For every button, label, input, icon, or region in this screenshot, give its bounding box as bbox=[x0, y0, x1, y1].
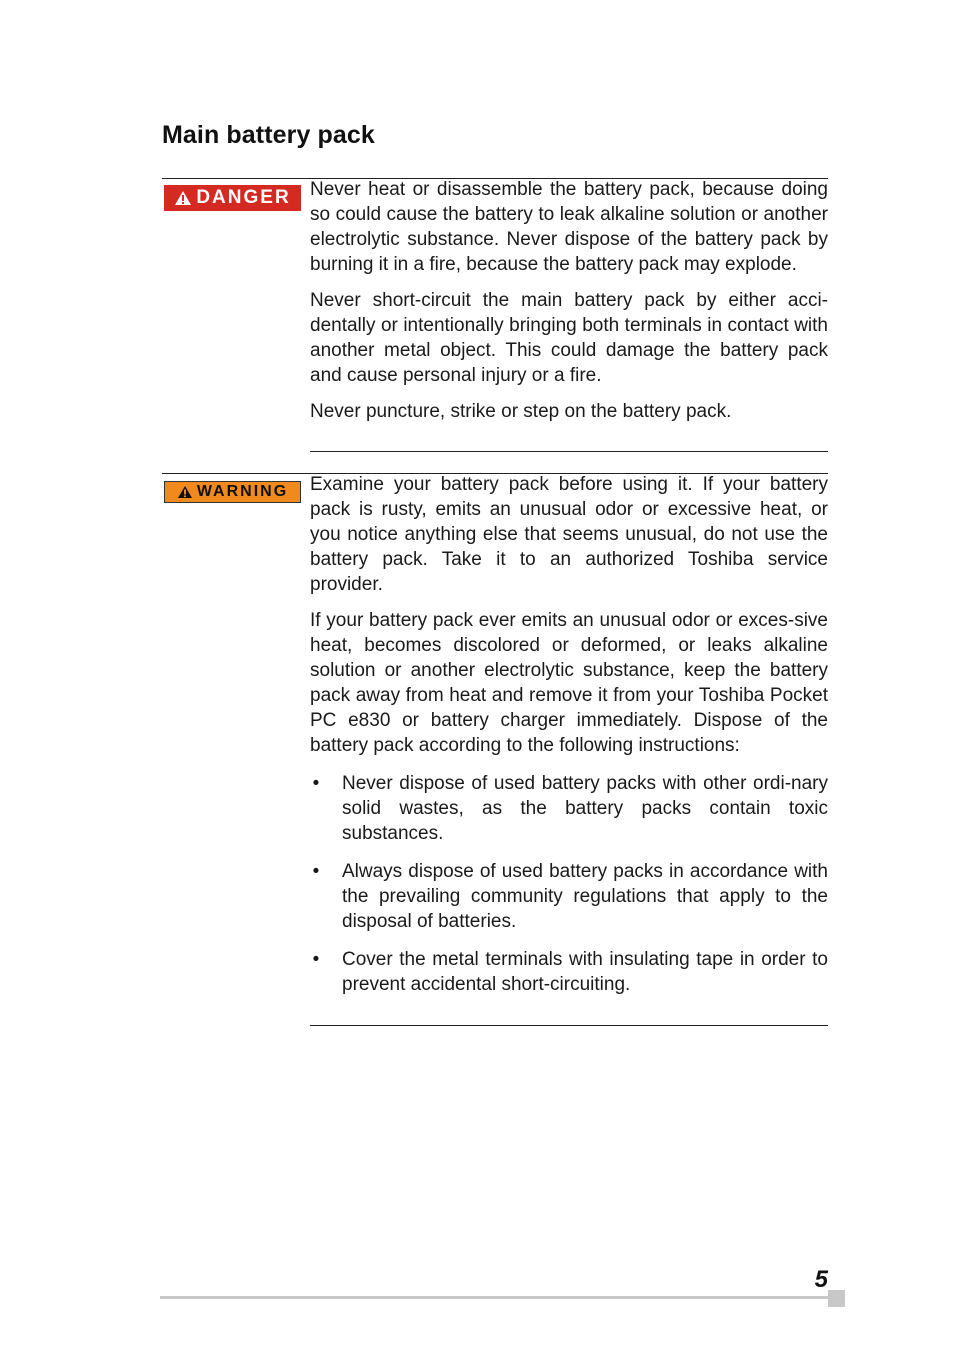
warning-text-block bbox=[310, 472, 828, 997]
list-item-text: Cover the metal terminals with insulating tape in order to prevent accidental short-circuiting. bbox=[342, 949, 828, 995]
danger-paragraph: Never short-circuit the main battery pack by either acci-dentally or intentionally bringing both terminals in contact with another metal object. This could damage the battery pack and cause personal injury or a fire. bbox=[310, 290, 828, 386]
danger-bottom-rule bbox=[310, 451, 828, 452]
warning-triangle-icon bbox=[177, 485, 193, 499]
danger-paragraph: Never puncture, strike or step on the battery pack. bbox=[310, 401, 732, 422]
warning-paragraph: If your battery pack ever emits an unusual odor or exces-sive heat, becomes discolored or deformed, or leaks alkaline solution or another electrolytic substance, keep the battery pack away from heat and remove it from your Toshiba Pocket PC e830 or battery charger immediately. Dispose of the battery pack according to the following instructions: bbox=[310, 610, 828, 756]
danger-badge-label: DANGER bbox=[196, 187, 291, 208]
page-title: Main battery pack bbox=[162, 121, 375, 149]
list-item-text: Never dispose of used battery packs with other ordi-nary solid wastes, as the battery packs contain toxic substances. bbox=[342, 773, 828, 844]
danger-text-block bbox=[310, 177, 828, 424]
bullet-icon: • bbox=[312, 949, 320, 970]
bullet-icon: • bbox=[312, 861, 320, 882]
danger-badge bbox=[164, 185, 301, 211]
footer-marker bbox=[828, 1290, 845, 1307]
page-number: 5 bbox=[814, 1266, 828, 1293]
bullet-icon: • bbox=[312, 773, 320, 794]
warning-bottom-rule bbox=[310, 1025, 828, 1026]
warning-paragraph: Examine your battery pack before using it. If your battery pack is rusty, emits an unusual odor or excessive heat, or you notice anything else that seems unusual, do not use the battery pack. Take it to an authorized Toshiba service provider. bbox=[310, 474, 828, 595]
footer-rule bbox=[160, 1296, 828, 1299]
warning-triangle-icon bbox=[174, 190, 192, 206]
disposal-instructions-list bbox=[310, 771, 828, 997]
warning-badge-label: WARNING bbox=[196, 483, 289, 500]
warning-badge bbox=[164, 481, 301, 503]
list-item bbox=[310, 771, 828, 846]
list-item bbox=[310, 947, 828, 997]
list-item-text: Always dispose of used battery packs in accordance with the prevailing community regulations that apply to the disposal of batteries. bbox=[342, 861, 828, 932]
danger-paragraph: Never heat or disassemble the battery pack, because doing so could cause the battery to leak alkaline solution or another electrolytic substance. Never dispose of the battery pack by burning it in a fire, because the battery pack may explode. bbox=[310, 179, 828, 275]
list-item bbox=[310, 859, 828, 934]
